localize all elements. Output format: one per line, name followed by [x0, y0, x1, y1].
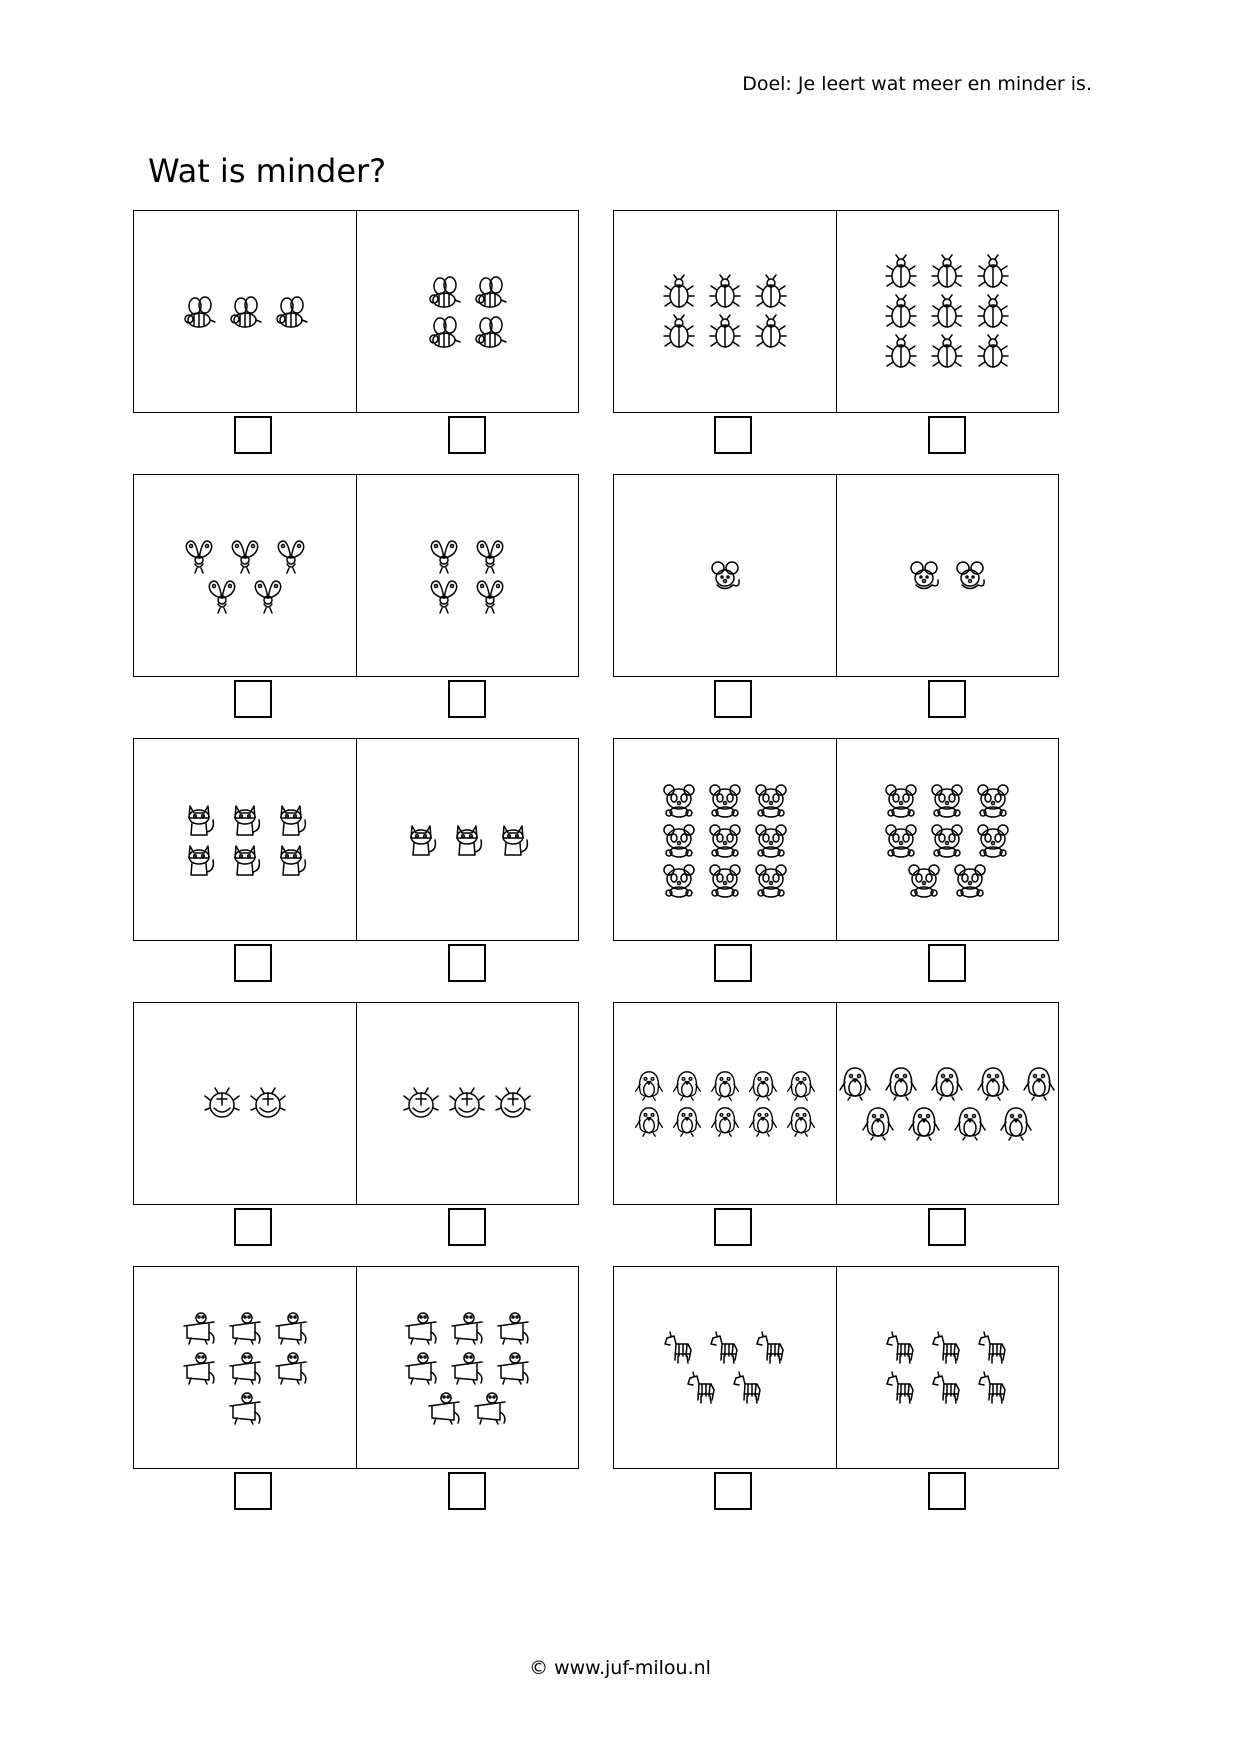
panda-icon [661, 782, 697, 818]
left-picture-panel [614, 1267, 836, 1468]
cat-icon [449, 822, 485, 858]
peacock-icon [250, 578, 286, 614]
penguin-icon [671, 1070, 703, 1102]
page-title: Wat is minder? [148, 152, 387, 190]
beetle-icon [883, 334, 919, 370]
zebra-icon [753, 1330, 789, 1366]
peacock-icon [472, 538, 508, 574]
cat-icon [181, 842, 217, 878]
beetle-icon [975, 334, 1011, 370]
cat-icon [273, 842, 309, 878]
picture-frame [613, 474, 1059, 677]
penguin-icon [929, 1066, 965, 1102]
beetle-icon [975, 254, 1011, 290]
ladybug-icon [204, 1086, 240, 1122]
picture-frame [613, 1002, 1059, 1205]
beetle-icon [929, 294, 965, 330]
left-picture-panel [134, 475, 356, 676]
penguin-icon [1021, 1066, 1057, 1102]
right-answer-checkbox[interactable] [928, 416, 966, 454]
exercise-bee [133, 210, 579, 453]
panda-icon [906, 862, 942, 898]
squirrel-icon [227, 1350, 263, 1386]
icon-group [882, 254, 1012, 370]
beetle-icon [883, 254, 919, 290]
footer-copyright: © www.juf-milou.nl [529, 1657, 711, 1679]
panda-icon [707, 782, 743, 818]
icon-group [660, 1330, 790, 1406]
panda-icon [975, 782, 1011, 818]
squirrel-icon [403, 1310, 439, 1346]
peacock-icon [227, 538, 263, 574]
zebra-icon [883, 1330, 919, 1366]
picture-frame [133, 1002, 579, 1205]
panda-icon [975, 822, 1011, 858]
right-answer-checkbox[interactable] [928, 1472, 966, 1510]
peacock-icon [181, 538, 217, 574]
exercise-beetle [613, 210, 1059, 453]
squirrel-icon [273, 1310, 309, 1346]
ladybug-icon [250, 1086, 286, 1122]
squirrel-icon [495, 1310, 531, 1346]
cat-icon [181, 802, 217, 838]
penguin-icon [747, 1070, 779, 1102]
right-answer-checkbox[interactable] [448, 1208, 486, 1246]
squirrel-icon [472, 1390, 508, 1426]
icon-group [837, 1066, 1059, 1142]
mouse-icon [952, 558, 988, 594]
panda-icon [661, 862, 697, 898]
cat-icon [227, 802, 263, 838]
left-picture-panel [614, 211, 836, 412]
left-answer-checkbox[interactable] [234, 944, 272, 982]
goal-text: Doel: Je leert wat meer en minder is. [742, 73, 1092, 95]
picture-frame [133, 474, 579, 677]
zebra-icon [730, 1370, 766, 1406]
beetle-icon [975, 294, 1011, 330]
zebra-icon [707, 1330, 743, 1366]
bee-icon [273, 294, 309, 330]
penguin-icon [671, 1106, 703, 1138]
exercise-mouse [613, 474, 1059, 717]
exercise-peacock [133, 474, 579, 717]
cat-icon [403, 822, 439, 858]
zebra-icon [929, 1370, 965, 1406]
icon-group [180, 538, 310, 614]
picture-frame [133, 210, 579, 413]
picture-frame [613, 738, 1059, 941]
squirrel-icon [273, 1350, 309, 1386]
left-picture-panel [614, 739, 836, 940]
bee-icon [227, 294, 263, 330]
right-answer-checkbox[interactable] [448, 944, 486, 982]
right-picture-panel [836, 1003, 1059, 1204]
exercise-penguin [613, 1002, 1059, 1245]
panda-icon [929, 782, 965, 818]
icon-group [204, 1086, 286, 1122]
penguin-icon [709, 1106, 741, 1138]
zebra-icon [684, 1370, 720, 1406]
bee-icon [181, 294, 217, 330]
exercise-cat [133, 738, 579, 981]
left-answer-checkbox[interactable] [234, 680, 272, 718]
bee-icon [472, 314, 508, 350]
penguin-icon [785, 1070, 817, 1102]
icon-group [180, 802, 310, 878]
beetle-icon [929, 334, 965, 370]
cat-icon [227, 842, 263, 878]
picture-frame [613, 1266, 1059, 1469]
bee-icon [472, 274, 508, 310]
squirrel-icon [227, 1310, 263, 1346]
penguin-icon [633, 1070, 665, 1102]
exercise-panda [613, 738, 1059, 981]
panda-icon [883, 782, 919, 818]
right-picture-panel [356, 475, 579, 676]
penguin-icon [975, 1066, 1011, 1102]
penguin-icon [785, 1106, 817, 1138]
beetle-icon [661, 314, 697, 350]
icon-group [425, 538, 509, 614]
right-answer-checkbox[interactable] [448, 1472, 486, 1510]
picture-frame [613, 210, 1059, 413]
squirrel-icon [449, 1350, 485, 1386]
left-picture-panel [134, 1267, 356, 1468]
peacock-icon [426, 538, 462, 574]
squirrel-icon [403, 1350, 439, 1386]
left-picture-panel [614, 475, 836, 676]
beetle-icon [753, 314, 789, 350]
bee-icon [426, 314, 462, 350]
panda-icon [753, 822, 789, 858]
squirrel-icon [449, 1310, 485, 1346]
squirrel-icon [227, 1390, 263, 1426]
squirrel-icon [495, 1350, 531, 1386]
ladybug-icon [495, 1086, 531, 1122]
left-answer-checkbox[interactable] [234, 1472, 272, 1510]
right-picture-panel [836, 475, 1059, 676]
panda-icon [753, 782, 789, 818]
peacock-icon [273, 538, 309, 574]
icon-group [632, 1070, 818, 1138]
exercise-ladybug [133, 1002, 579, 1245]
exercise-squirrel [133, 1266, 579, 1509]
right-answer-checkbox[interactable] [448, 680, 486, 718]
penguin-icon [837, 1066, 873, 1102]
panda-icon [707, 862, 743, 898]
right-answer-checkbox[interactable] [448, 416, 486, 454]
left-answer-checkbox[interactable] [714, 944, 752, 982]
left-answer-checkbox[interactable] [714, 1208, 752, 1246]
icon-group [882, 782, 1012, 898]
left-answer-checkbox[interactable] [234, 1208, 272, 1246]
mouse-icon [906, 558, 942, 594]
peacock-icon [426, 578, 462, 614]
squirrel-icon [181, 1310, 217, 1346]
panda-icon [929, 822, 965, 858]
icon-group [882, 1330, 1012, 1406]
icon-group [181, 294, 309, 330]
beetle-icon [707, 314, 743, 350]
penguin-icon [952, 1106, 988, 1142]
bee-icon [426, 274, 462, 310]
exercise-zebra [613, 1266, 1059, 1509]
ladybug-icon [403, 1086, 439, 1122]
panda-icon [661, 822, 697, 858]
ladybug-icon [449, 1086, 485, 1122]
right-answer-checkbox[interactable] [928, 680, 966, 718]
left-answer-checkbox[interactable] [714, 680, 752, 718]
penguin-icon [906, 1106, 942, 1142]
left-picture-panel [134, 211, 356, 412]
penguin-icon [633, 1106, 665, 1138]
left-picture-panel [134, 739, 356, 940]
panda-icon [883, 822, 919, 858]
right-picture-panel [836, 211, 1059, 412]
right-picture-panel [836, 1267, 1059, 1468]
penguin-icon [709, 1070, 741, 1102]
icon-group [425, 274, 509, 350]
panda-icon [753, 862, 789, 898]
icon-group [180, 1310, 310, 1426]
beetle-icon [707, 274, 743, 310]
icon-group [402, 1310, 532, 1426]
zebra-icon [661, 1330, 697, 1366]
icon-group [906, 558, 988, 594]
right-picture-panel [356, 739, 579, 940]
beetle-icon [661, 274, 697, 310]
right-answer-checkbox[interactable] [928, 944, 966, 982]
mouse-icon [707, 558, 743, 594]
icon-group [660, 782, 790, 898]
penguin-icon [747, 1106, 779, 1138]
peacock-icon [472, 578, 508, 614]
cat-icon [495, 822, 531, 858]
zebra-icon [975, 1330, 1011, 1366]
beetle-icon [753, 274, 789, 310]
right-picture-panel [836, 739, 1059, 940]
zebra-icon [975, 1370, 1011, 1406]
right-answer-checkbox[interactable] [928, 1208, 966, 1246]
penguin-icon [998, 1106, 1034, 1142]
zebra-icon [929, 1330, 965, 1366]
panda-icon [952, 862, 988, 898]
left-picture-panel [134, 1003, 356, 1204]
icon-group [403, 1086, 531, 1122]
zebra-icon [883, 1370, 919, 1406]
peacock-icon [204, 578, 240, 614]
squirrel-icon [426, 1390, 462, 1426]
beetle-icon [929, 254, 965, 290]
right-picture-panel [356, 1267, 579, 1468]
left-answer-checkbox[interactable] [714, 1472, 752, 1510]
right-picture-panel [356, 211, 579, 412]
icon-group [707, 558, 743, 594]
beetle-icon [883, 294, 919, 330]
penguin-icon [860, 1106, 896, 1142]
panda-icon [707, 822, 743, 858]
left-answer-checkbox[interactable] [234, 416, 272, 454]
right-picture-panel [356, 1003, 579, 1204]
icon-group [403, 822, 531, 858]
squirrel-icon [181, 1350, 217, 1386]
cat-icon [273, 802, 309, 838]
left-picture-panel [614, 1003, 836, 1204]
penguin-icon [883, 1066, 919, 1102]
icon-group [660, 274, 790, 350]
picture-frame [133, 1266, 579, 1469]
left-answer-checkbox[interactable] [714, 416, 752, 454]
picture-frame [133, 738, 579, 941]
